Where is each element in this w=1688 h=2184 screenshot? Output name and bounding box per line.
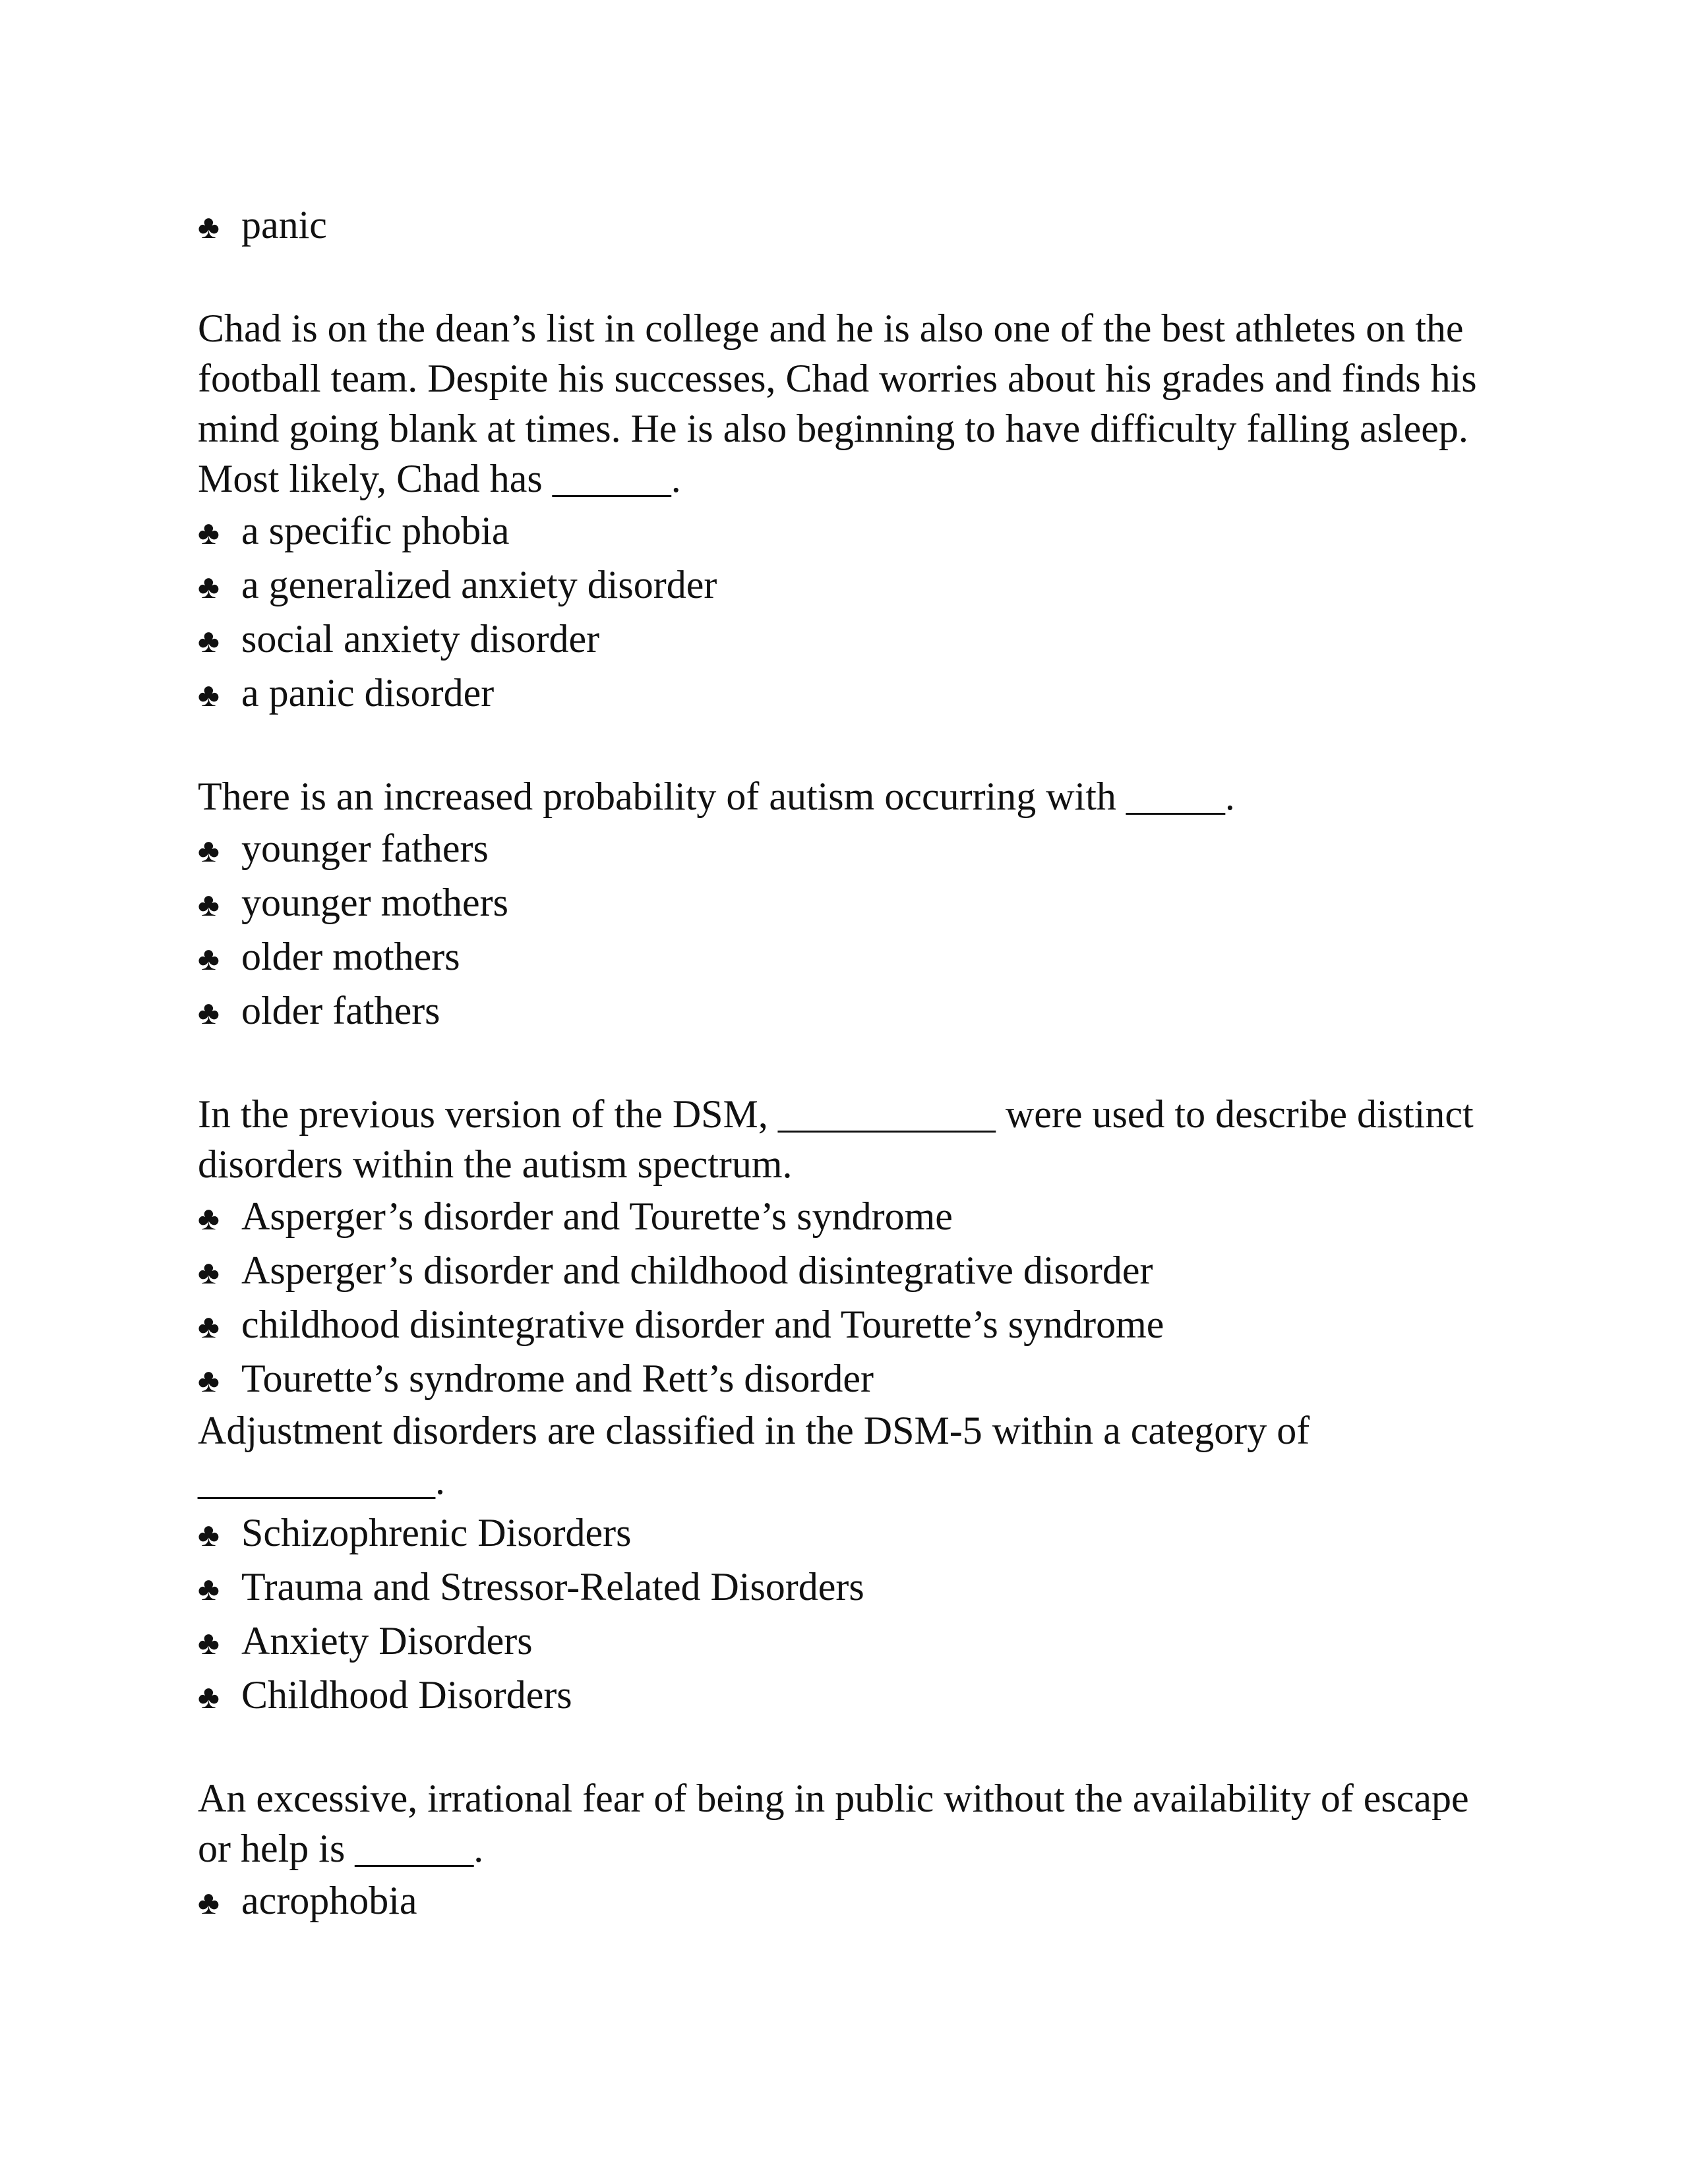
club-bullet-icon: ♣: [198, 940, 220, 977]
question-text: There is an increased probability of autism occurring with _____.: [198, 775, 1235, 818]
option-text: Childhood Disorders: [241, 1673, 572, 1717]
option-text: Schizophrenic Disorders: [241, 1511, 632, 1554]
option-text: older fathers: [241, 989, 440, 1032]
option-item: [198, 1614, 1503, 1668]
option-item: [198, 558, 1503, 612]
option-text: panic: [241, 203, 327, 247]
question-text: In the previous version of the DSM, ___________ were used to describe distinct disorders within the autism spectrum.: [198, 1092, 1474, 1186]
question-text: An excessive, irrational fear of being in public without the availability of escape or help is ______.: [198, 1777, 1469, 1870]
option-text: social anxiety disorder: [241, 617, 600, 661]
option-text: Anxiety Disorders: [241, 1619, 533, 1663]
option-item: [198, 1351, 1503, 1405]
club-bullet-icon: ♣: [198, 886, 220, 923]
club-bullet-icon: ♣: [198, 1308, 220, 1345]
club-bullet-icon: ♣: [198, 1516, 220, 1553]
club-bullet-icon: ♣: [198, 1362, 220, 1399]
question-5: [198, 1773, 1503, 1928]
club-bullet-icon: ♣: [198, 1678, 220, 1715]
option-text: Trauma and Stressor-Related Disorders: [241, 1565, 864, 1608]
option-item: [198, 666, 1503, 720]
option-text: Asperger’s disorder and childhood disintegrative disorder: [241, 1249, 1153, 1292]
option-text: acrophobia: [241, 1879, 417, 1922]
club-bullet-icon: ♣: [198, 622, 220, 659]
question-text: Adjustment disorders are classified in the DSM-5 within a category of ____________.: [198, 1409, 1310, 1502]
club-bullet-icon: ♣: [198, 1200, 220, 1237]
club-bullet-icon: ♣: [198, 676, 220, 713]
option-text: younger fathers: [241, 827, 489, 870]
question-2: [198, 771, 1503, 1038]
option-item: [198, 1560, 1503, 1614]
club-bullet-icon: ♣: [198, 514, 220, 551]
option-item: [198, 1243, 1503, 1297]
option-item: [198, 984, 1503, 1038]
club-bullet-icon: ♣: [198, 832, 220, 869]
option-item: [198, 1297, 1503, 1351]
option-item: [198, 1668, 1503, 1722]
question-4: [198, 1405, 1503, 1722]
option-text: a specific phobia: [241, 509, 510, 552]
option-item: [198, 1506, 1503, 1560]
document-page: [198, 198, 1503, 1979]
question-1: [198, 303, 1503, 720]
club-bullet-icon: ♣: [198, 208, 220, 245]
club-bullet-icon: ♣: [198, 1884, 220, 1921]
option-item: [198, 930, 1503, 984]
club-bullet-icon: ♣: [198, 568, 220, 605]
option-item: [198, 198, 1503, 252]
club-bullet-icon: ♣: [198, 1624, 220, 1661]
option-item: [198, 821, 1503, 875]
option-text: younger mothers: [241, 881, 508, 924]
option-text: a panic disorder: [241, 671, 495, 715]
club-bullet-icon: ♣: [198, 994, 220, 1031]
option-item: [198, 875, 1503, 930]
carryover-block: [198, 198, 1503, 252]
option-item: [198, 1874, 1503, 1928]
option-item: [198, 1189, 1503, 1243]
option-text: Tourette’s syndrome and Rett’s disorder: [241, 1357, 874, 1400]
option-item: [198, 504, 1503, 558]
option-text: childhood disintegrative disorder and Tourette’s syndrome: [241, 1303, 1164, 1346]
option-text: older mothers: [241, 935, 460, 978]
option-text: a generalized anxiety disorder: [241, 563, 717, 606]
option-item: [198, 612, 1503, 666]
option-text: Asperger’s disorder and Tourette’s syndrome: [241, 1195, 953, 1238]
club-bullet-icon: ♣: [198, 1254, 220, 1291]
question-3: [198, 1089, 1503, 1405]
club-bullet-icon: ♣: [198, 1570, 220, 1607]
question-text: Chad is on the dean’s list in college and he is also one of the best athletes on the football team. Despite his successes, Chad worries about his grades and finds his mind going blank at times. He is also beginning to have difficulty falling asleep. Most likely, Chad has ______.: [198, 307, 1477, 500]
